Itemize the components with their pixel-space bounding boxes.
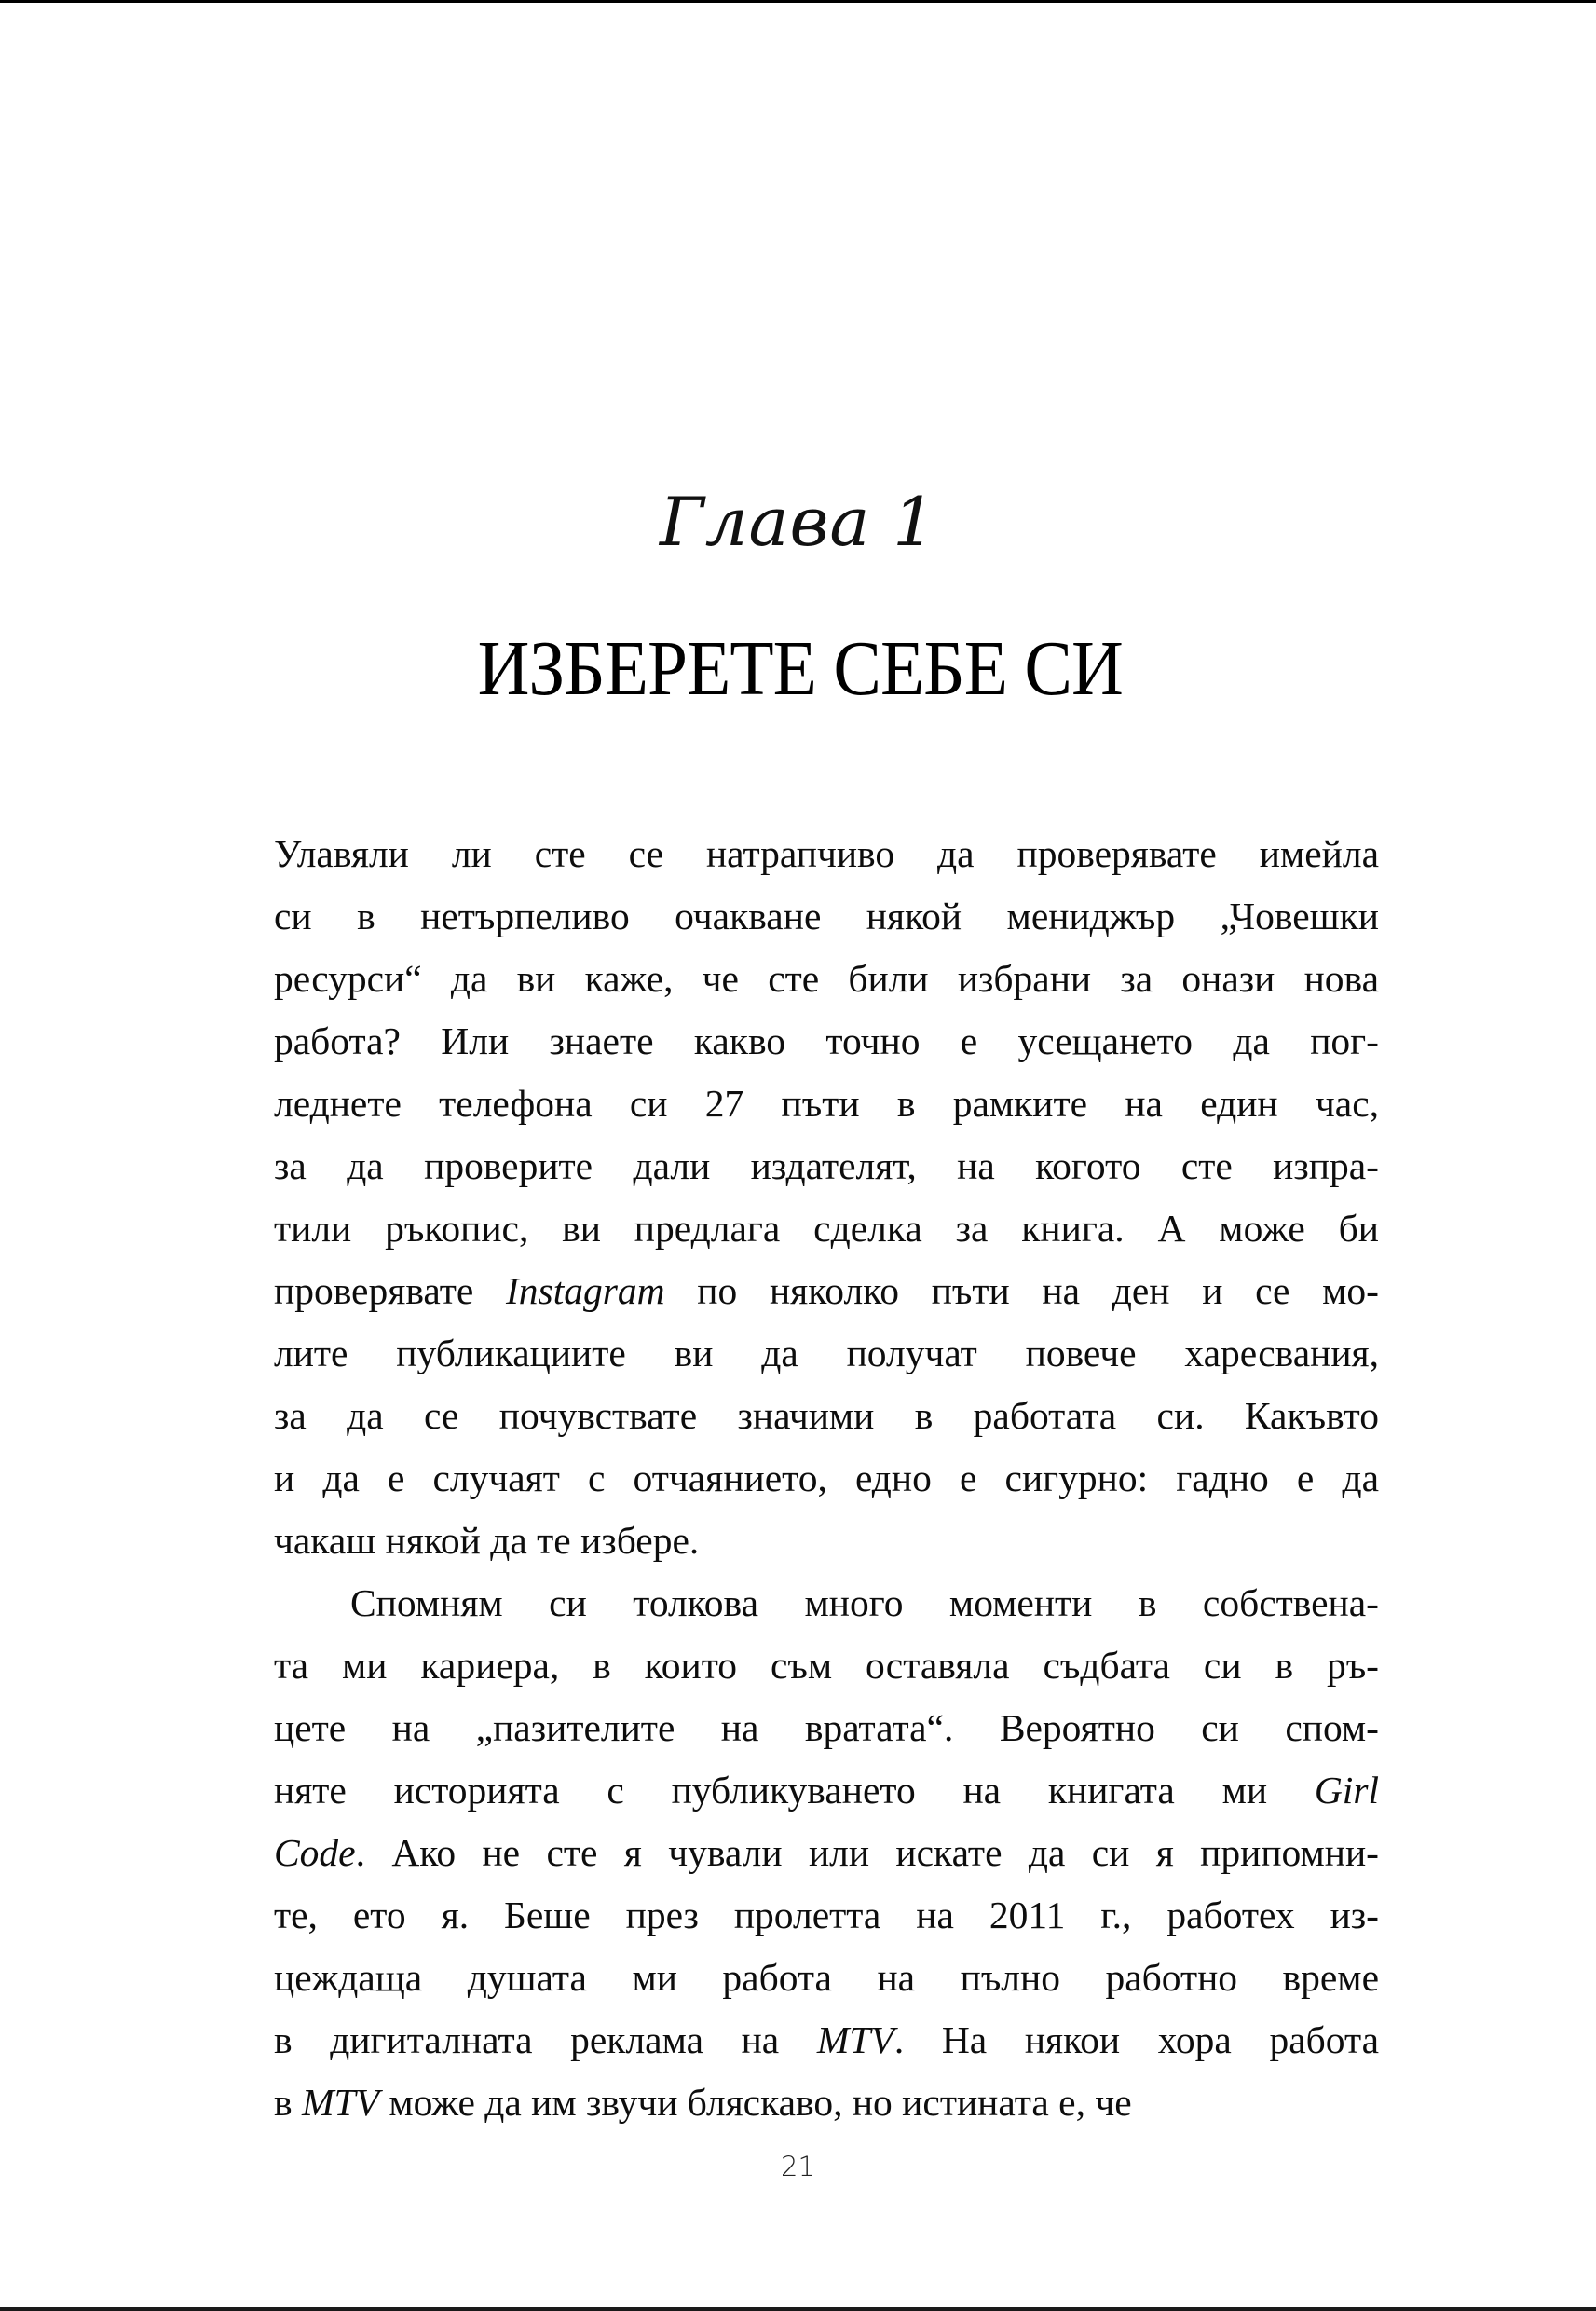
text-line <box>274 1759 1379 1822</box>
italic-text: Instagram <box>505 1269 665 1312</box>
page-number: 21 <box>781 2151 815 2182</box>
text-line <box>274 1697 1379 1759</box>
text-run: чакаш някой да те избере. <box>274 1519 700 1562</box>
text-line <box>274 1572 1379 1634</box>
text-run: Улавяли ли сте се натрапчиво да проверявате имейла <box>274 832 1379 875</box>
italic-text: MTV <box>301 2081 379 2124</box>
text-run: в <box>274 2081 302 2124</box>
text-line <box>274 1197 1379 1260</box>
text-run: тили ръкопис, ви предлага сделка за книга. А може би <box>274 1207 1379 1250</box>
text-line <box>274 1947 1379 2009</box>
text-run: цете на „пазителите на вратата“. Вероятно си спом- <box>274 1706 1379 1749</box>
italic-text: MTV <box>816 2018 894 2061</box>
text-line <box>274 1634 1379 1697</box>
text-run: си в нетърпеливо очакване някой мениджър „Човешки <box>274 895 1379 937</box>
text-line <box>274 823 1379 885</box>
paragraph <box>274 823 1379 1572</box>
text-run: лите публикациите ви да получат повече харесвания, <box>274 1332 1379 1374</box>
text-run: в дигиталната реклама на <box>274 2018 817 2061</box>
paragraph <box>274 1572 1379 2134</box>
text-run: работа? Или знаете какво точно е усещането да пог- <box>274 1019 1379 1062</box>
bottom-border-rule <box>0 2307 1596 2311</box>
text-line <box>274 1010 1379 1073</box>
text-run: леднете телефона си 27 пъти в рамките на един час, <box>274 1082 1379 1125</box>
chapter-title: ИЗБЕРЕТЕ СЕБЕ СИ <box>477 625 1123 712</box>
text-run: . На някои хора работа <box>893 2018 1380 2061</box>
text-run: та ми кариера, в които съм оставяла съдбата си в ръ- <box>274 1644 1379 1687</box>
text-line <box>274 2072 1379 2134</box>
chapter-label: Глава 1 <box>660 483 936 561</box>
text-line <box>274 1447 1379 1510</box>
text-run: за да се почувствате значими в работата си. Какъвто <box>274 1394 1379 1437</box>
text-run: проверявате <box>274 1269 506 1312</box>
text-run: Спомням си толкова много моменти в собствена- <box>350 1581 1379 1624</box>
text-run: може да им звучи бляскаво, но истината е, че <box>378 2081 1132 2124</box>
text-line <box>274 885 1379 948</box>
text-run: и да е случаят с отчаянието, едно е сигурно: гадно е да <box>274 1456 1379 1499</box>
text-line <box>274 1135 1379 1197</box>
text-line <box>274 1510 1379 1572</box>
text-run: за да проверите дали издателят, на когото сте изпра- <box>274 1144 1379 1187</box>
text-run: по няколко пъти на ден и се мо- <box>664 1269 1379 1312</box>
italic-text: Girl <box>1314 1769 1379 1812</box>
text-run: няте историята с публикуването на книгата ми <box>274 1769 1315 1812</box>
body-text <box>274 823 1379 2134</box>
italic-text: Code <box>274 1831 356 1874</box>
text-run: . Ако не сте я чували или искате да си я припомни- <box>355 1831 1379 1874</box>
text-line <box>274 1385 1379 1447</box>
text-line <box>274 1884 1379 1947</box>
text-line <box>274 1073 1379 1135</box>
text-line <box>274 948 1379 1010</box>
text-run: цеждаща душата ми работа на пълно работно време <box>274 1956 1379 1999</box>
text-run: ресурси“ да ви каже, че сте били избрани за онази нова <box>274 957 1379 1000</box>
text-line <box>274 1260 1379 1322</box>
text-run: те, ето я. Беше през пролетта на 2011 г., работех из- <box>274 1894 1379 1936</box>
text-line <box>274 1322 1379 1385</box>
text-line <box>274 1822 1379 1884</box>
top-border-rule <box>0 0 1596 3</box>
text-line <box>274 2009 1379 2072</box>
